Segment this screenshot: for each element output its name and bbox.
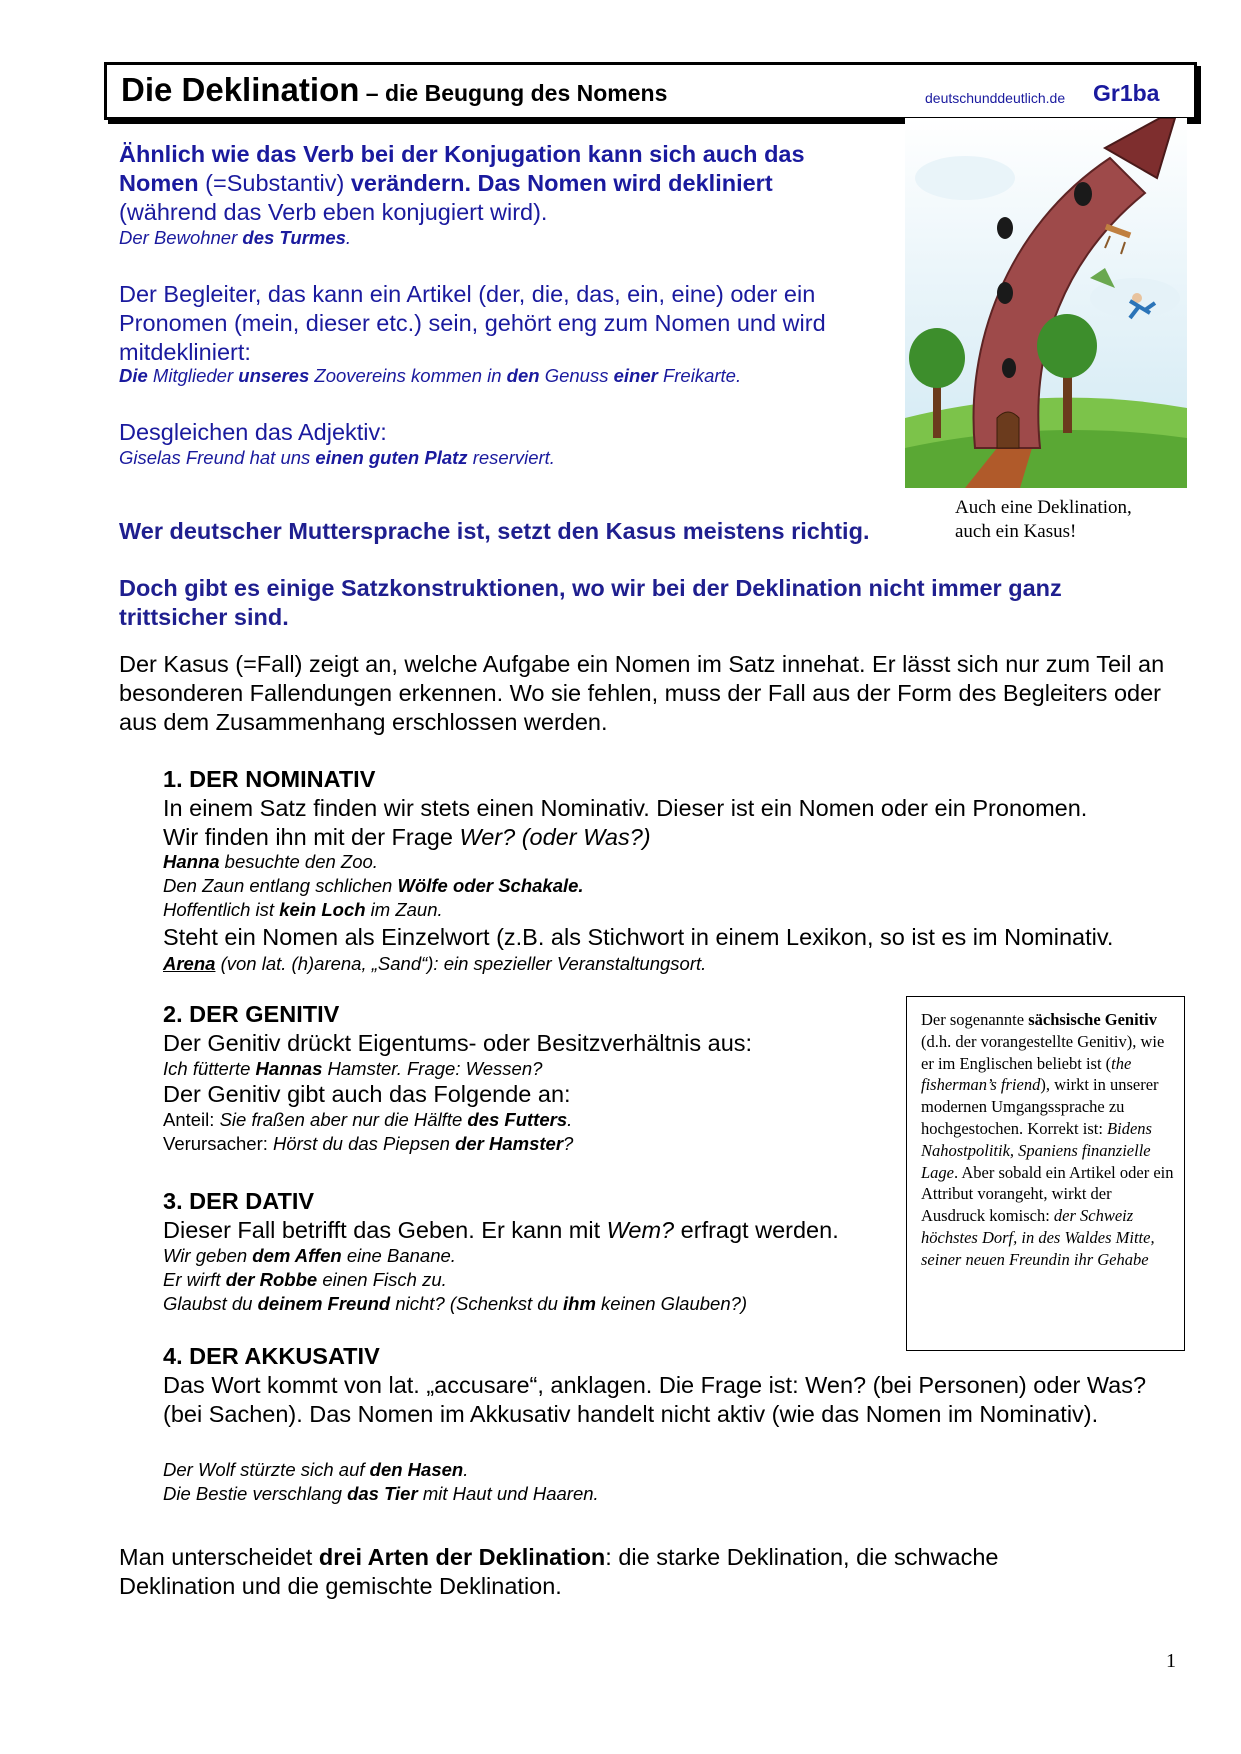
nominativ-example-3 (163, 898, 1203, 922)
ex-part: mit Haut und Haaren. (417, 1483, 599, 1504)
ex-part: Giselas Freund hat uns (119, 447, 316, 468)
akkusativ-heading: 4. DER AKKUSATIV (163, 1343, 380, 1369)
intro-bold-2: verändern. Das Nomen wird dekliniert (350, 170, 773, 196)
lead-1: Wer deutscher Muttersprache ist, setzt den Kasus meistens richtig. (119, 518, 870, 544)
intro-bold-1: Ähnlich wie das Verb bei der Konjugation kann sich auch das Nomen (119, 141, 805, 196)
ex-label: Verursacher: (163, 1133, 274, 1154)
ex-bold: Arena (163, 953, 216, 974)
ex-part: im Zaun. (365, 899, 443, 920)
ex-part: Glaubst du (163, 1293, 258, 1314)
ex-part: . (567, 1109, 573, 1130)
box-italic: der Schweiz höchstes Dorf, in des Waldes Mitte, seiner neuen Freundin ihr Gehabe (921, 1206, 1155, 1269)
intro-paragraph-1 (119, 140, 819, 227)
ex-part: eine Banane. (341, 1245, 456, 1266)
box-part: Der sogenannte (921, 1010, 1029, 1029)
site-name: deutschunddeutlich.de (925, 90, 1066, 106)
page-number: 1 (1166, 1650, 1176, 1672)
genitiv-text-2: Der Genitiv gibt auch das Folgende an: (163, 1081, 571, 1107)
info-box-saechsischer-genitiv (906, 996, 1185, 1351)
box-italic: the fisherman’s friend (921, 1053, 1132, 1095)
ex-part: Wir geben (163, 1245, 253, 1266)
ex-part: (von lat. (h)arena, „Sand“): ein spezieller Veranstaltungsort. (215, 953, 707, 974)
nominativ-text-3: Steht ein Nomen als Einzelwort (z.B. als Stichwort in einem Lexikon, so ist es im Nominativ. (163, 924, 1114, 950)
text-part: erfragt werden. (674, 1217, 839, 1243)
ex-bold: ihm (563, 1293, 596, 1314)
text-part: : die starke Deklination, die schwache Deklination und die gemischte Deklination. (119, 1544, 999, 1599)
ex-bold: der Robbe (225, 1269, 318, 1290)
ex-bold: unseres (238, 365, 310, 386)
nominativ-example-1 (163, 850, 1203, 874)
ex-bold: Die (119, 365, 148, 386)
nominativ-example-2 (163, 874, 1203, 898)
intro-normal-2: (während das Verb eben konjugiert wird). (119, 199, 548, 225)
text-italic: Wer? (oder Was?) (459, 824, 651, 850)
title-main: Die Deklination (121, 71, 360, 108)
text-part: Wir finden ihn mit der Frage (163, 824, 460, 850)
image-caption (955, 496, 1132, 544)
leaning-tower-illustration-icon (905, 118, 1187, 488)
caption-line-1: Auch eine Deklination, (955, 497, 1132, 518)
ex-bold: einen guten Platz (315, 447, 468, 468)
ex-part: Hoffentlich ist (163, 899, 280, 920)
nominativ-example-4 (163, 952, 1203, 976)
title-subtitle: – die Beugung des Nomens (359, 80, 668, 106)
ex-bold: das Tier (347, 1483, 418, 1504)
ex-bold: dem Affen (252, 1245, 342, 1266)
box-italic: Bidens Nahostpolitik, Spaniens finanzielle Lage (921, 1118, 1152, 1182)
text-part: Man unterscheidet (119, 1544, 319, 1570)
genitiv-heading: 2. DER GENITIV (163, 1001, 340, 1027)
ex-part: Hamster. Frage: Wessen? (322, 1058, 543, 1079)
intro-normal-1: (=Substantiv) (198, 170, 351, 196)
page-title (121, 71, 667, 109)
ex-bold: deinem Freund (257, 1293, 391, 1314)
info-box-text (921, 1009, 1177, 1271)
ex-part: Ich fütterte (163, 1058, 256, 1079)
intro-example-2 (119, 364, 741, 388)
ex-bold: der Hamster (455, 1133, 564, 1154)
ex-part: . (345, 227, 352, 248)
ex-bold: Wölfe oder Schakale. (397, 875, 584, 896)
ex-part: Genuss (539, 365, 614, 386)
ex-part: ? (563, 1133, 574, 1154)
ex-bold: Hannas (255, 1058, 323, 1079)
akkusativ-example-2 (163, 1482, 1203, 1506)
text-bold: drei Arten der Deklination (318, 1544, 606, 1570)
lead-2: Doch gibt es einige Satzkonstruktionen, wo wir bei der Deklination nicht immer ganz trittsicher sind. (119, 575, 1062, 630)
intro-paragraph-3: Desgleichen das Adjektiv: (119, 419, 387, 445)
ex-part: Die Bestie verschlang (163, 1483, 348, 1504)
ex-part: Hörst du das Piepsen (273, 1133, 456, 1154)
ex-label: Anteil: (163, 1109, 220, 1130)
box-part: ), wirkt in unserer modernen Umgangssprache zu hochgestochen. Korrekt ist: (921, 1075, 1159, 1138)
ex-bold: kein Loch (279, 899, 366, 920)
caption-line-2: auch ein Kasus! (955, 521, 1077, 542)
ex-part: Freikarte. (657, 365, 742, 386)
intro-paragraph-2: Der Begleiter, das kann ein Artikel (der, die, das, ein, eine) oder ein Pronomen (mein, dieser etc.) sein, gehört eng zum Nomen und wird mitdekliniert: (119, 281, 826, 365)
nominativ-heading: 1. DER NOMINATIV (163, 766, 376, 792)
ex-part: Zoovereins kommen in (309, 365, 507, 386)
ex-part: nicht? (Schenkst du (390, 1293, 563, 1314)
box-part: . Aber sobald ein Artikel oder ein Attribut vorangeht, wirkt der Ausdruck komisch: (921, 1162, 1174, 1226)
title-bar (104, 62, 1197, 120)
ex-part: Der Wolf stürzte sich auf (163, 1459, 370, 1480)
nominativ-text-2 (163, 823, 1203, 852)
ex-bold: Hanna (163, 851, 220, 872)
nominativ-text-1: In einem Satz finden wir stets einen Nominativ. Dieser ist ein Nomen oder ein Pronomen. (163, 795, 1088, 821)
intro-example-1 (119, 226, 351, 250)
ex-part: reserviert. (467, 447, 555, 468)
akkusativ-text-1: Das Wort kommt von lat. „accusare“, anklagen. Die Frage ist: Wen? (bei Personen) oder Was? (bei Sachen). Das Nomen im Akkusativ handelt nicht aktiv (wie das Nomen im Nominativ). (163, 1372, 1147, 1427)
ex-part: Den Zaun entlang schlichen (163, 875, 398, 896)
ex-part: einen Fisch zu. (317, 1269, 447, 1290)
genitiv-text-1: Der Genitiv drückt Eigentums- oder Besitzverhältnis aus: (163, 1030, 753, 1056)
ex-part: . (463, 1459, 469, 1480)
ex-part: keinen Glauben?) (595, 1293, 748, 1314)
box-part: (d.h. der vorangestellte Genitiv), wie er im Englischen beliebt ist ( (921, 1031, 1165, 1073)
ex-part: besuchte den Zoo. (219, 851, 378, 872)
text-italic: Wem? (606, 1217, 675, 1243)
ex-bold: den Hasen (369, 1459, 464, 1480)
ex-part: Er wirft (163, 1269, 226, 1290)
ex-bold: den (506, 365, 540, 386)
intro-example-3 (119, 446, 555, 470)
box-bold: sächsische Genitiv (1028, 1010, 1158, 1029)
closing-paragraph (119, 1543, 1079, 1601)
text-part: Dieser Fall betrifft das Geben. Er kann mit (163, 1217, 607, 1243)
ex-bold: des Turmes (242, 227, 346, 248)
worksheet-code: Gr1ba (1093, 80, 1160, 106)
ex-bold: einer (613, 365, 658, 386)
dativ-heading: 3. DER DATIV (163, 1188, 315, 1214)
ex-bold: des Futters (467, 1109, 568, 1130)
kasus-paragraph: Der Kasus (=Fall) zeigt an, welche Aufgabe ein Nomen im Satz innehat. Er lässt sich nur zum Teil an besonderen Fallendungen erkennen. Wo sie fehlen, muss der Fall aus der Form des Begleiters oder aus dem Zusammenhang erschlossen werden. (119, 651, 1165, 735)
ex-part: Der Bewohner (119, 227, 243, 248)
ex-part: Sie fraßen aber nur die Hälfte (219, 1109, 468, 1130)
ex-part: Mitglieder (147, 365, 239, 386)
akkusativ-example-1 (163, 1458, 1203, 1482)
